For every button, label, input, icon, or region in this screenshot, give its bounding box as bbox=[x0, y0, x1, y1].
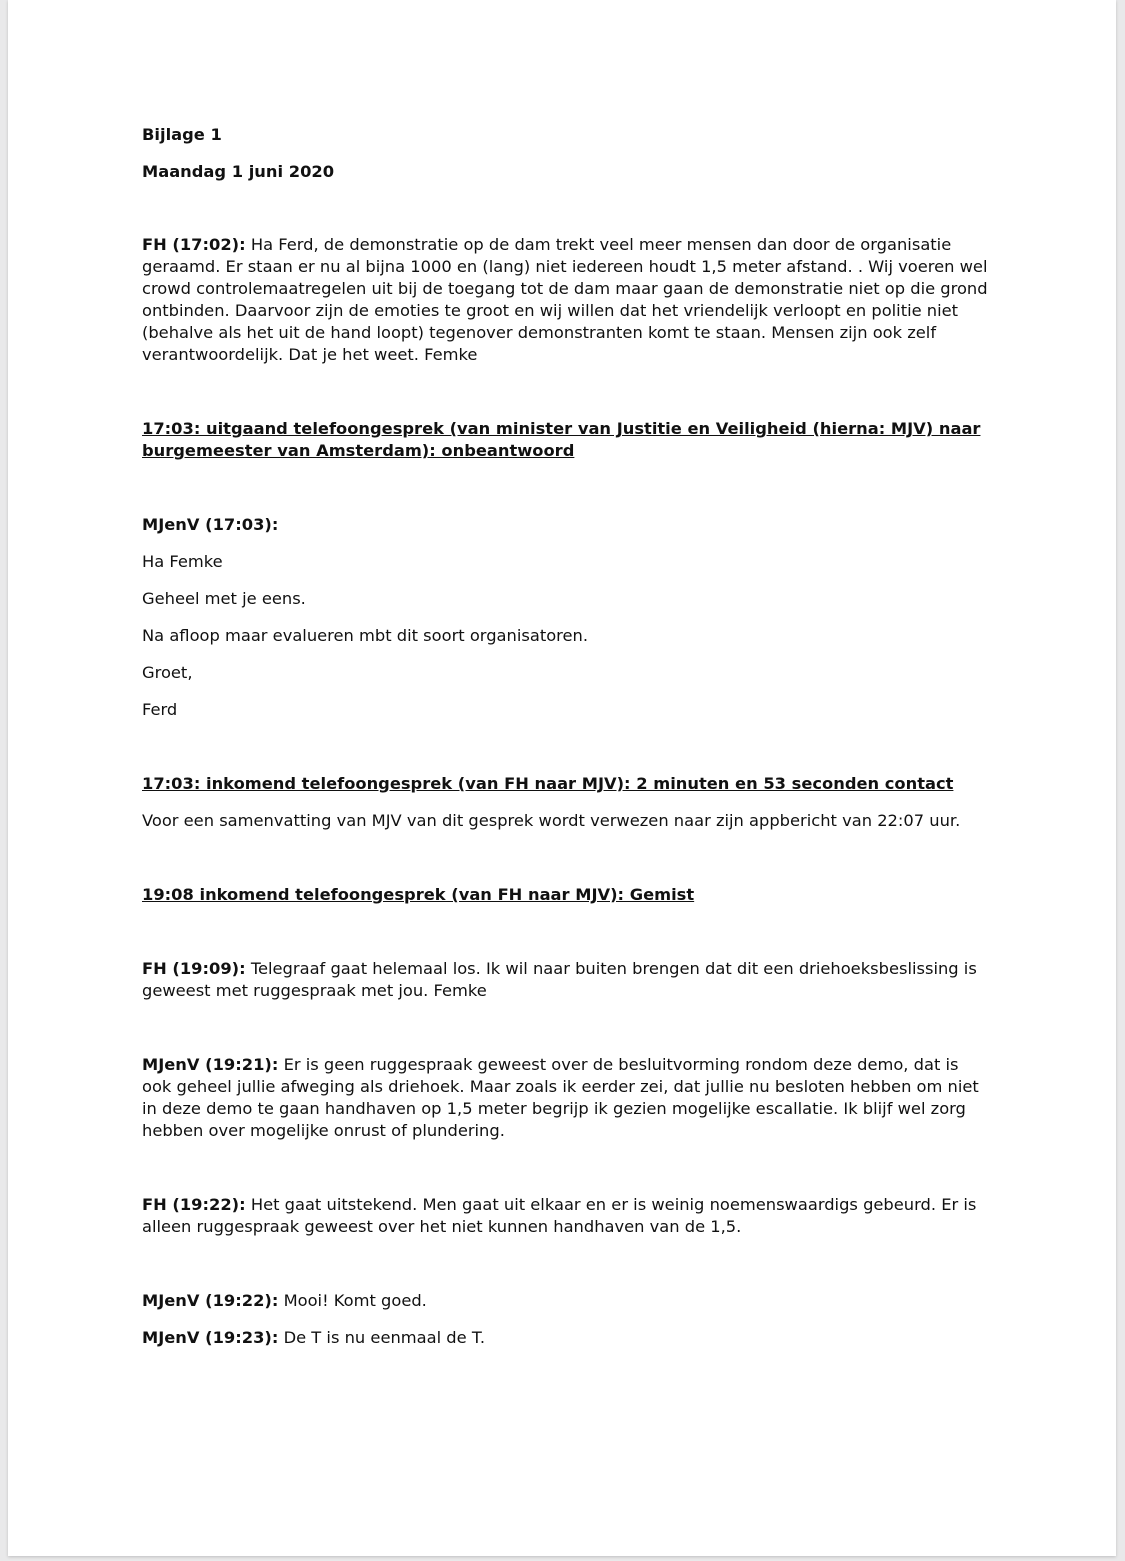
message-speaker-mjenv-1703: MJenV (17:03): bbox=[142, 515, 279, 534]
call-log-heading-1908: 19:08 inkomend telefoongesprek (van FH naar MJV): Gemist bbox=[142, 885, 695, 904]
message-line: Groet, bbox=[142, 663, 193, 682]
message-text: Mooi! Komt goed. bbox=[283, 1291, 427, 1310]
message-speaker: FH (17:02): bbox=[142, 235, 246, 254]
message-text: Het gaat uitstekend. Men gaat uit elkaar en er is weinig noemenswaardigs gebeurd. Er is alleen ruggespraak geweest over het niet kunnen handhaven van de 1,5. bbox=[142, 1195, 977, 1236]
message-fh-1702 bbox=[142, 234, 992, 366]
message-text: Er is geen ruggespraak geweest over de besluitvorming rondom deze demo, dat is ook geheel jullie afweging als driehoek. Maar zoals ik eerder zei, dat jullie nu besloten hebben om niet in deze demo te gaan handhaven op 1,5 meter begrijp ik gezien mogelijke escallatie. Ik blijf wel zorg hebben over mogelijke onrust of plundering. bbox=[142, 1055, 979, 1140]
message-speaker: MJenV (19:21): bbox=[142, 1055, 279, 1074]
message-text: Telegraaf gaat helemaal los. Ik wil naar buiten brengen dat dit een driehoeksbeslissing is geweest met ruggespraak met jou. Femke bbox=[142, 959, 977, 1000]
message-text: Ha Ferd, de demonstratie op de dam trekt veel meer mensen dan door de organisatie geraamd. Er staan er nu al bijna 1000 en (lang) niet iedereen houdt 1,5 meter afstand. . Wij voeren wel crowd controlemaatregelen uit bij de toegang tot de dam maar gaan de demonstratie niet op die grond ontbinden. Daarvoor zijn de emoties te groot en wij willen dat het vriendelijk verloopt en politie niet (behalve als het uit de hand loopt) tegenover demonstranten komt te staan. Mensen zijn ook zelf verantwoordelijk. Dat je het weet. Femke bbox=[142, 235, 988, 364]
message-fh-1909 bbox=[142, 958, 992, 1002]
message-line: Na afloop maar evalueren mbt dit soort organisatoren. bbox=[142, 626, 589, 645]
call-log-heading-1703-incoming: 17:03: inkomend telefoongesprek (van FH naar MJV): 2 minuten en 53 seconden contact bbox=[142, 774, 954, 793]
message-line: Ferd bbox=[142, 700, 178, 719]
message-speaker: FH (19:09): bbox=[142, 959, 246, 978]
call-log-heading-1703-outgoing: 17:03: uitgaand telefoongesprek (van minister van Justitie en Veiligheid (hierna: MJV) naar burgemeester van Amsterdam): onbeantwoord bbox=[142, 419, 981, 460]
call-summary-text: Voor een samenvatting van MJV van dit gesprek wordt verwezen naar zijn appbericht van 22:07 uur. bbox=[142, 811, 961, 830]
message-mjenv-1921 bbox=[142, 1054, 992, 1142]
message-line: Ha Femke bbox=[142, 552, 223, 571]
document-content bbox=[142, 124, 992, 1349]
message-mjenv-1922 bbox=[142, 1290, 992, 1312]
message-mjenv-1923 bbox=[142, 1327, 992, 1349]
message-text: De T is nu eenmaal de T. bbox=[283, 1328, 486, 1347]
annex-title: Bijlage 1 bbox=[142, 125, 222, 144]
message-speaker: MJenV (19:22): bbox=[142, 1291, 279, 1310]
message-speaker: FH (19:22): bbox=[142, 1195, 246, 1214]
message-fh-1922 bbox=[142, 1194, 992, 1238]
document-page bbox=[8, 0, 1116, 1556]
document-date: Maandag 1 juni 2020 bbox=[142, 162, 335, 181]
message-speaker: MJenV (19:23): bbox=[142, 1328, 279, 1347]
message-line: Geheel met je eens. bbox=[142, 589, 306, 608]
